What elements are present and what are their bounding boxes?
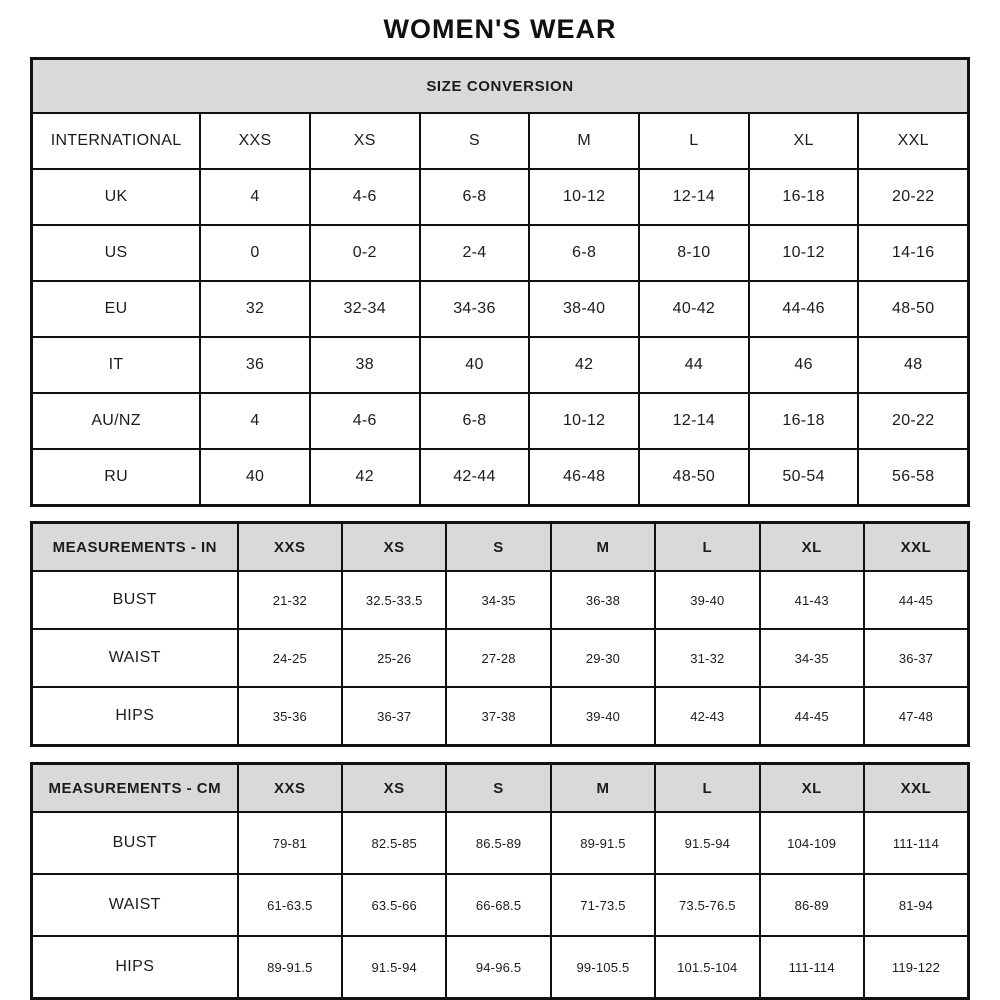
table-row [32,169,969,225]
table-banner-row [32,59,969,114]
table-gap [30,747,970,762]
table-row [32,874,969,936]
table-row [32,225,969,281]
column-header: XXL [864,523,969,572]
table-header-row [32,113,969,169]
measurements-cm-table [30,762,970,1000]
size-cell: 40 [200,449,310,506]
column-header: M [551,764,655,813]
size-cell: 10-12 [749,225,859,281]
measurement-cell: 111-114 [864,812,969,874]
measurement-cell: 34-35 [446,571,550,629]
measurement-cell: 27-28 [446,629,550,687]
column-header: M [529,113,639,169]
page-title: WOMEN'S WEAR [383,14,617,44]
measurement-cell: 39-40 [551,687,655,746]
size-cell: 44 [639,337,749,393]
measurement-cell: 91.5-94 [342,936,446,999]
size-cell: 6-8 [420,169,530,225]
size-cell: 42 [529,337,639,393]
row-label: US [32,225,201,281]
size-cell: 32 [200,281,310,337]
size-cell: 42 [310,449,420,506]
measurements-in-table [30,521,970,747]
measurement-cell: 73.5-76.5 [655,874,759,936]
column-header: XXS [238,523,342,572]
table-gap [30,507,970,521]
measurement-cell: 94-96.5 [446,936,550,999]
table-row [32,571,969,629]
row-label: UK [32,169,201,225]
size-cell: 46 [749,337,859,393]
table-header-row [32,764,969,813]
size-conversion-table [30,57,970,507]
size-cell: 32-34 [310,281,420,337]
size-cell: 44-46 [749,281,859,337]
column-header: L [655,523,759,572]
size-cell: 12-14 [639,169,749,225]
column-header: INTERNATIONAL [32,113,201,169]
size-cell: 10-12 [529,169,639,225]
size-cell: 38 [310,337,420,393]
measurement-cell: 36-37 [864,629,969,687]
measurement-cell: 25-26 [342,629,446,687]
size-cell: 34-36 [420,281,530,337]
measurement-cell: 35-36 [238,687,342,746]
measurement-cell: 44-45 [864,571,969,629]
column-header: XXL [858,113,968,169]
table-row [32,449,969,506]
column-header: S [446,523,550,572]
row-label: BUST [32,812,238,874]
measurement-cell: 63.5-66 [342,874,446,936]
size-cell: 0-2 [310,225,420,281]
row-label: HIPS [32,936,238,999]
column-header: L [639,113,749,169]
column-header: XL [749,113,859,169]
size-cell: 4 [200,393,310,449]
measurement-cell: 21-32 [238,571,342,629]
measurement-cell: 101.5-104 [655,936,759,999]
size-cell: 36 [200,337,310,393]
measurement-cell: 36-38 [551,571,655,629]
measurement-cell: 29-30 [551,629,655,687]
column-header: XS [342,764,446,813]
measurement-cell: 39-40 [655,571,759,629]
column-header: XS [310,113,420,169]
size-cell: 12-14 [639,393,749,449]
row-label: BUST [32,571,238,629]
column-header: XL [760,764,864,813]
table-row [32,281,969,337]
measurement-cell: 86-89 [760,874,864,936]
measurement-cell: 34-35 [760,629,864,687]
measurement-cell: 82.5-85 [342,812,446,874]
row-label: HIPS [32,687,238,746]
table-title: MEASUREMENTS - IN [32,523,238,572]
size-cell: 6-8 [529,225,639,281]
size-cell: 10-12 [529,393,639,449]
size-cell: 42-44 [420,449,530,506]
table-row [32,337,969,393]
measurement-cell: 89-91.5 [238,936,342,999]
size-cell: 46-48 [529,449,639,506]
size-cell: 4-6 [310,393,420,449]
size-cell: 4-6 [310,169,420,225]
column-header: XS [342,523,446,572]
measurement-cell: 36-37 [342,687,446,746]
measurement-cell: 66-68.5 [446,874,550,936]
measurement-cell: 86.5-89 [446,812,550,874]
row-label: WAIST [32,629,238,687]
measurement-cell: 81-94 [864,874,969,936]
measurement-cell: 71-73.5 [551,874,655,936]
size-cell: 6-8 [420,393,530,449]
column-header: M [551,523,655,572]
row-label: WAIST [32,874,238,936]
size-cell: 20-22 [858,393,968,449]
measurement-cell: 89-91.5 [551,812,655,874]
measurement-cell: 32.5-33.5 [342,571,446,629]
measurement-cell: 79-81 [238,812,342,874]
row-label: EU [32,281,201,337]
table-header-row [32,523,969,572]
measurement-cell: 37-38 [446,687,550,746]
size-cell: 48-50 [858,281,968,337]
size-cell: 48-50 [639,449,749,506]
column-header: S [420,113,530,169]
size-cell: 56-58 [858,449,968,506]
measurement-cell: 44-45 [760,687,864,746]
table-row [32,393,969,449]
column-header: L [655,764,759,813]
column-header: XL [760,523,864,572]
size-cell: 40-42 [639,281,749,337]
size-cell: 50-54 [749,449,859,506]
size-cell: 2-4 [420,225,530,281]
table-row [32,936,969,999]
row-label: RU [32,449,201,506]
table-row [32,629,969,687]
measurement-cell: 24-25 [238,629,342,687]
measurement-cell: 104-109 [760,812,864,874]
measurement-cell: 91.5-94 [655,812,759,874]
measurement-cell: 31-32 [655,629,759,687]
column-header: XXS [238,764,342,813]
size-cell: 14-16 [858,225,968,281]
size-cell: 4 [200,169,310,225]
size-cell: 0 [200,225,310,281]
column-header: XXL [864,764,969,813]
measurement-cell: 99-105.5 [551,936,655,999]
size-cell: 8-10 [639,225,749,281]
table-title: MEASUREMENTS - CM [32,764,238,813]
measurement-cell: 42-43 [655,687,759,746]
size-cell: 38-40 [529,281,639,337]
column-header: XXS [200,113,310,169]
measurement-cell: 119-122 [864,936,969,999]
measurement-cell: 61-63.5 [238,874,342,936]
size-cell: 20-22 [858,169,968,225]
measurement-cell: 47-48 [864,687,969,746]
table-row [32,687,969,746]
size-conversion-title: SIZE CONVERSION [32,59,969,114]
measurement-cell: 41-43 [760,571,864,629]
row-label: AU/NZ [32,393,201,449]
table-row [32,812,969,874]
size-cell: 48 [858,337,968,393]
row-label: IT [32,337,201,393]
size-cell: 40 [420,337,530,393]
column-header: S [446,764,550,813]
measurement-cell: 111-114 [760,936,864,999]
size-cell: 16-18 [749,169,859,225]
size-cell: 16-18 [749,393,859,449]
